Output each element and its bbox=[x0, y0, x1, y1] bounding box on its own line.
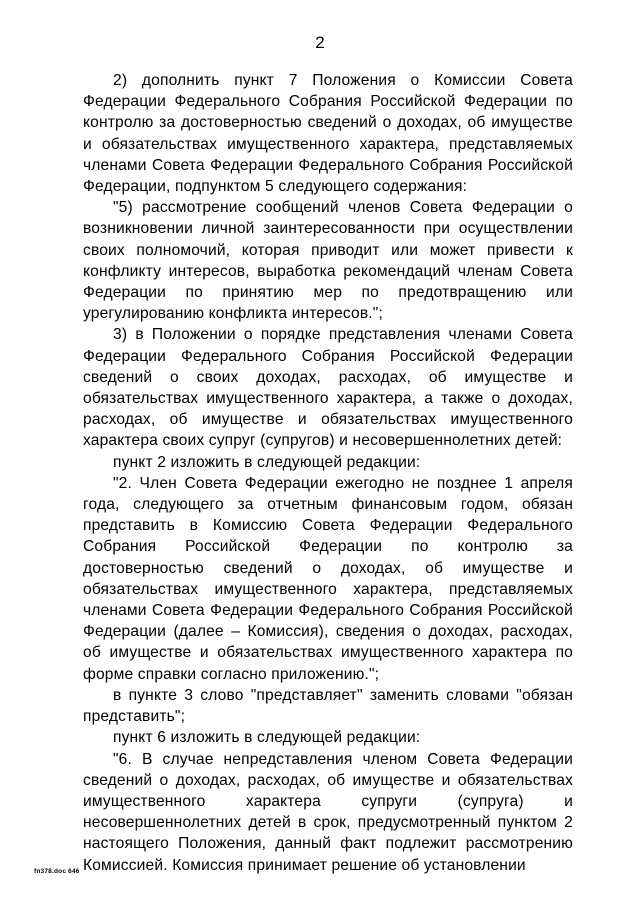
paragraph-subitem-5: "5) рассмотрение сообщений членов Совета Федерации о возникновении личной заинтересованности при осуществлении своих полномочий, которая приводит или может привести к конфликту интересов, выработка рекомендаций членам Совета Федерации по принятию мер по предотвращению или урегулированию конфликта интересов."; bbox=[83, 199, 573, 323]
paragraph-clause-6-text: "6. В случае непредставления членом Совета Федерации сведений о доходах, расходах, об имуществе и обязательствах имущественного характера супруги (супруга) и несовершеннолетних детей в срок, предусмотренный пунктом 2 настоящего Положения, данный факт подлежит рассмотрению Комиссией. Комиссия принимает решение об установлении bbox=[83, 750, 573, 874]
paragraph-item-2: 2) дополнить пункт 7 Положения о Комиссии Совета Федерации Федерального Собрания Российской Федерации по контролю за достоверностью сведений о доходах, об имуществе и обязательствах имущественного характера, представляемых членами Совета Федерации Федерального Собрания Российской Федерации, подпунктом 5 следующего содержания: bbox=[83, 72, 573, 196]
paragraph-item-3: 3) в Положении о порядке представления членами Совета Федерации Федерального Собрания Российской Федерации сведений о своих доходах, расходах, об имуществе и обязательствах имущественного характера, а также о доходах, расходах, об имуществе и обязательствах имущественного характера своих супруг (супругов) и несовершеннолетних детей: bbox=[83, 326, 573, 450]
page-number: 2 bbox=[315, 33, 325, 52]
paragraph-clause-6-intro: пункт 6 изложить в следующей редакции: bbox=[113, 729, 421, 747]
document-body bbox=[83, 70, 573, 876]
document-file-code: fn378.doc 646 bbox=[34, 868, 80, 875]
paragraph-clause-2-intro: пункт 2 изложить в следующей редакции: bbox=[113, 453, 421, 471]
paragraph-clause-2-text: "2. Член Совета Федерации ежегодно не позднее 1 апреля года, следующего за отчетным финансовым годом, обязан представить в Комиссию Совета Федерации Федерального Собрания Российской Федерации по контролю за достоверностью сведений о доходах, об имуществе и обязательствах имущественного характера, представляемых членами Совета Федерации Федерального Собрания Российской Федерации (далее – Комиссия), сведения о доходах, расходах, об имуществе и обязательствах имущественного характера по форме справки согласно приложению."; bbox=[83, 474, 573, 683]
paragraph-clause-3: в пункте 3 слово "представляет" заменить словами "обязан представить"; bbox=[83, 686, 573, 726]
